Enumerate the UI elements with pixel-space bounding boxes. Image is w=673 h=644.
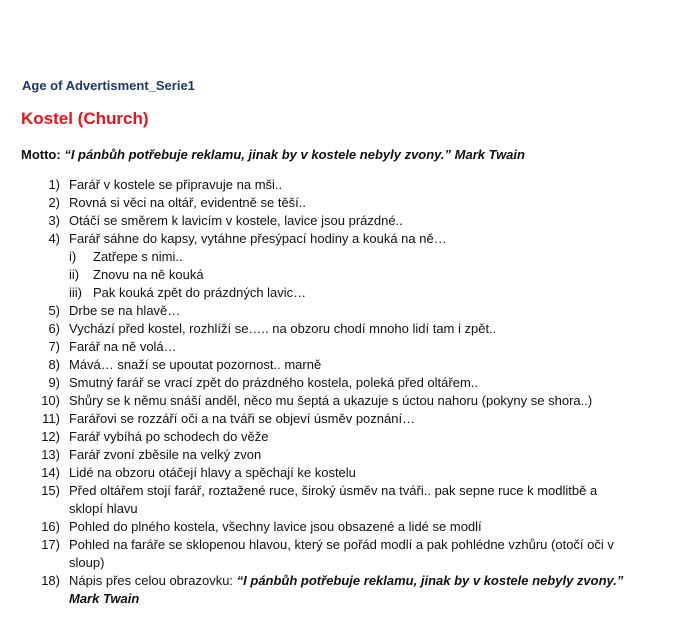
sub-list-item [0, 248, 673, 266]
sub-item-number: ii) [69, 267, 80, 282]
list-item [0, 446, 673, 464]
motto [21, 147, 525, 162]
item-text [69, 572, 629, 608]
item-text: Vychází před kostel, rozhlíží se….. na obzoru chodí mnoho lidí tam i zpět.. [69, 321, 497, 336]
sub-item-text: Pak kouká zpět do prázdných lavic… [93, 285, 307, 300]
final-quote: “I pánbůh potřebuje reklamu, jinak by v kostele nebyly zvony.” Mark Twain [69, 573, 624, 606]
item-text: Farář zvoní zběsile na velký zvon [69, 447, 262, 462]
item-text: Pohled do plného kostela, všechny lavice jsou obsazené a lidé se modlí [69, 519, 482, 534]
sub-item-text: Zatřepe s nimi.. [93, 249, 183, 264]
motto-label: Motto: [21, 147, 65, 162]
item-number: 16) [41, 519, 60, 534]
item-number: 2) [48, 195, 60, 210]
list-item [0, 536, 673, 572]
list-item [0, 356, 673, 374]
page-title: Kostel (Church) [21, 109, 149, 128]
item-text: Pohled na faráře se sklopenou hlavou, který se pořád modlí a pak pohlédne vzhůru (otočí oči v sloup) [69, 537, 614, 570]
list-item [0, 482, 673, 518]
list-item [0, 230, 673, 248]
list-item [0, 338, 673, 356]
sub-item-number: i) [69, 249, 77, 264]
item-number: 3) [48, 213, 60, 228]
motto-quote: “I pánbůh potřebuje reklamu, jinak by v kostele nebyly zvony.” Mark Twain [64, 147, 525, 162]
item-text: Farář na ně volá… [69, 339, 177, 354]
item-number: 14) [41, 465, 60, 480]
item-number: 10) [41, 393, 60, 408]
list-item [0, 302, 673, 320]
series-heading: Age of Advertisment_Serie1 [22, 78, 195, 93]
item-text: Drbe se na hlavě… [69, 303, 181, 318]
item-text: Farářovi se rozzáří oči a na tváři se objeví úsměv poznání… [69, 411, 416, 426]
item-text: Lidé na obzoru otáčejí hlavy a spěchají ke kostelu [69, 465, 356, 480]
sub-list-item [0, 266, 673, 284]
item-text: Mává… snaží se upoutat pozornost.. marně [69, 357, 322, 372]
item-number: 15) [41, 483, 60, 498]
list-item [0, 464, 673, 482]
item-number: 12) [41, 429, 60, 444]
item-text: Farář v kostele se připravuje na mši.. [69, 177, 283, 192]
item-number: 7) [48, 339, 60, 354]
item-number: 4) [48, 231, 60, 246]
list-item [0, 392, 673, 410]
sub-list-item [0, 284, 673, 302]
item-number: 6) [48, 321, 60, 336]
item-number: 9) [48, 375, 60, 390]
item-text: Farář sáhne do kapsy, vytáhne přesýpací hodiny a kouká na ně… [69, 231, 447, 246]
item-number: 18) [41, 573, 60, 588]
item-text: Rovná si věci na oltář, evidentně se těší.. [69, 195, 307, 210]
item-number: 13) [41, 447, 60, 462]
item-text: Shůry se k němu snáší anděl, něco mu šeptá a ukazuje s úctou nahoru (pokyny se shora..) [69, 393, 593, 408]
sub-item-number: iii) [69, 285, 82, 300]
item-text: Před oltářem stojí farář, roztažené ruce, široký úsměv na tváři.. pak sepne ruce k modlitbě a sklopí hlavu [69, 483, 598, 516]
list-item [0, 428, 673, 446]
item-number: 17) [41, 537, 60, 552]
item-text: Farář vybíhá po schodech do věže [69, 429, 269, 444]
sub-item-text: Znovu na ně kouká [93, 267, 204, 282]
list-item [0, 410, 673, 428]
list-item [0, 518, 673, 536]
item-number: 1) [48, 177, 60, 192]
list-item [0, 212, 673, 230]
item-text: Otáčí se směrem k lavicím v kostele, lavice jsou prázdné.. [69, 213, 403, 228]
item-text: Smutný farář se vrací zpět do prázdného kostela, poleká před oltářem.. [69, 375, 478, 390]
list-item [0, 320, 673, 338]
item-text-prefix: Nápis přes celou obrazovku: [69, 573, 237, 588]
list-item [0, 176, 673, 194]
item-number: 11) [42, 411, 60, 426]
list-item [0, 374, 673, 392]
item-number: 5) [48, 303, 60, 318]
list-item [0, 572, 673, 608]
item-number: 8) [48, 357, 60, 372]
list-item [0, 194, 673, 212]
scene-list [0, 176, 673, 608]
